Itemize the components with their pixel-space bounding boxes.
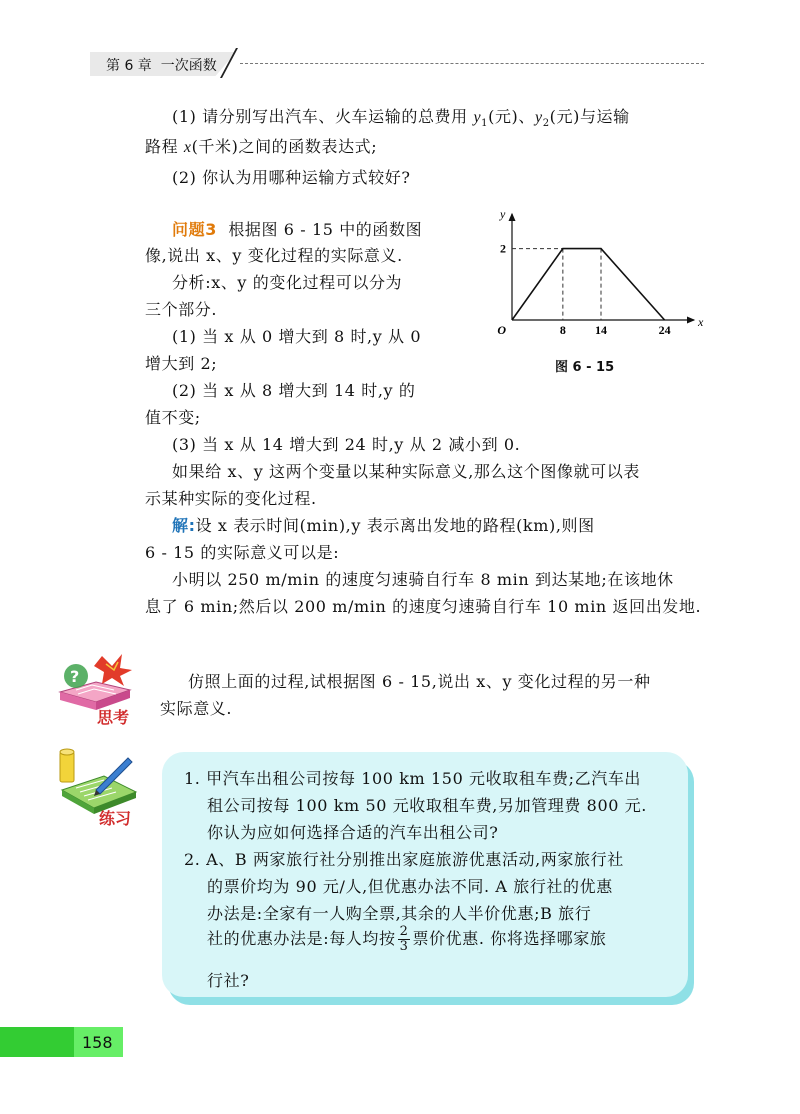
svg-text:?: ? [70, 667, 80, 686]
chapter-header [90, 46, 704, 78]
think-label: 思考 [97, 708, 130, 727]
header-title [106, 55, 217, 75]
x-tick-label-0: 8 [559, 323, 566, 337]
fraction-two-thirds: $\frac{2}{3}$ [399, 924, 409, 954]
data-series-line [512, 249, 665, 320]
question-1-line-1: (1) 请分别写出汽车、火车运输的总费用 $y_1$(元)、$y_2$(元)与运输 [172, 107, 630, 130]
figure-caption: 图 6 - 15 [555, 360, 615, 375]
var-x: x [183, 139, 192, 156]
y-tick-label-0: 2 [500, 241, 506, 256]
chapter-number: 第 6 章 [106, 58, 152, 74]
chapter-title: 一次函数 [160, 58, 217, 74]
var-y2: y [535, 109, 543, 126]
question-1-line-2: 路程 x(千米)之间的函数表达式; [145, 137, 378, 156]
solution-label: 解: [172, 516, 196, 535]
header-dashed-rule [240, 63, 704, 64]
function-graph [488, 207, 704, 342]
y-axis-label: y [500, 207, 506, 221]
x-tick-label-1: 14 [595, 323, 607, 337]
x-tick-label-2: 24 [658, 323, 671, 337]
var-y1: y [473, 109, 482, 126]
x-axis-label: x [698, 315, 704, 329]
exercise-label: 练习 [99, 809, 132, 828]
problem-3-label: 问题3 [172, 220, 217, 239]
page-number: 158 [82, 1033, 113, 1052]
origin-label: O [497, 323, 506, 337]
